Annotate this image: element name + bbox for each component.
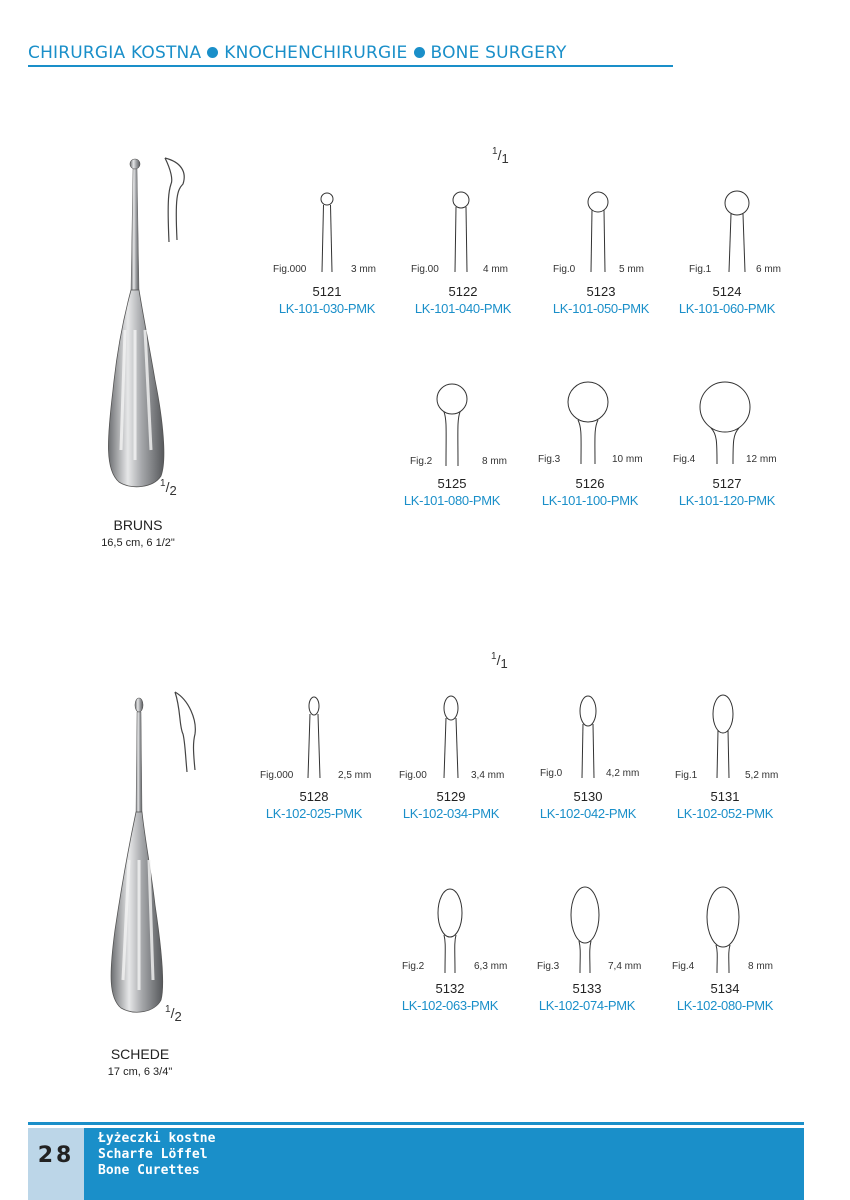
scale-label-half: $^1$/2 bbox=[165, 1004, 182, 1024]
footer-title-pl: Łyżeczki kostne bbox=[98, 1131, 216, 1146]
item-number: 5122 bbox=[448, 284, 478, 299]
item-number: 5131 bbox=[710, 789, 740, 804]
size-label: 12 mm bbox=[746, 454, 777, 465]
size-label: 5,2 mm bbox=[745, 770, 779, 781]
scale-label-half: $^1$/2 bbox=[160, 478, 177, 498]
header-title-pl: CHIRURGIA KOSTNA bbox=[28, 43, 202, 63]
product-item bbox=[246, 684, 382, 824]
item-code: LK-101-050-PMK bbox=[552, 301, 650, 316]
fig-label: Fig.0 bbox=[553, 264, 576, 275]
page-number: 28 bbox=[28, 1128, 84, 1200]
item-number: 5125 bbox=[437, 476, 467, 491]
fig-label: Fig.2 bbox=[402, 961, 425, 972]
item-number: 5121 bbox=[312, 284, 342, 299]
fig-label: Fig.3 bbox=[538, 454, 561, 465]
product-item bbox=[395, 180, 531, 320]
footer-divider bbox=[28, 1122, 804, 1125]
page-footer bbox=[28, 1128, 804, 1200]
fig-label: Fig.0 bbox=[540, 768, 563, 779]
bullet-icon bbox=[207, 47, 218, 58]
item-code: LK-101-040-PMK bbox=[414, 301, 512, 316]
item-code: LK-101-120-PMK bbox=[678, 493, 776, 508]
item-number: 5133 bbox=[572, 981, 602, 996]
bruns-curette-illustration bbox=[95, 150, 205, 495]
fig-label: Fig.2 bbox=[410, 456, 433, 467]
instrument-size: 16,5 cm, 6 1/2" bbox=[101, 537, 175, 549]
fig-label: Fig.1 bbox=[675, 770, 698, 781]
item-code: LK-102-042-PMK bbox=[539, 806, 637, 821]
size-label: 7,4 mm bbox=[608, 961, 642, 972]
item-number: 5123 bbox=[586, 284, 616, 299]
size-label: 8 mm bbox=[482, 456, 507, 467]
scale-label-full: $^1$/1 bbox=[492, 146, 509, 166]
product-item bbox=[259, 180, 395, 320]
item-code: LK-102-080-PMK bbox=[676, 998, 774, 1013]
item-code: LK-102-034-PMK bbox=[402, 806, 500, 821]
item-number: 5128 bbox=[299, 789, 329, 804]
product-item bbox=[384, 372, 520, 512]
item-number: 5130 bbox=[573, 789, 603, 804]
item-code: LK-101-060-PMK bbox=[678, 301, 776, 316]
product-item bbox=[520, 684, 656, 824]
size-label: 10 mm bbox=[612, 454, 643, 465]
product-item bbox=[382, 877, 518, 1017]
footer-titles bbox=[98, 1131, 215, 1179]
fig-label: Fig.00 bbox=[411, 264, 439, 275]
size-label: 8 mm bbox=[748, 961, 773, 972]
size-label: 6,3 mm bbox=[474, 961, 508, 972]
size-label: 3,4 mm bbox=[471, 770, 505, 781]
size-label: 2,5 mm bbox=[338, 770, 372, 781]
instrument-name: BRUNS bbox=[113, 517, 163, 533]
product-item bbox=[657, 877, 793, 1017]
schede-curette-illustration bbox=[95, 690, 205, 1020]
item-code: LK-101-080-PMK bbox=[403, 493, 501, 508]
size-label: 3 mm bbox=[351, 264, 376, 275]
header-title-de: KNOCHENCHIRURGIE bbox=[224, 43, 408, 63]
item-code: LK-102-074-PMK bbox=[538, 998, 636, 1013]
fig-label: Fig.4 bbox=[672, 961, 695, 972]
item-code: LK-102-025-PMK bbox=[265, 806, 363, 821]
size-label: 4,2 mm bbox=[606, 768, 640, 779]
header-title-en: BONE SURGERY bbox=[430, 43, 567, 63]
item-code: LK-101-100-PMK bbox=[541, 493, 639, 508]
fig-label: Fig.3 bbox=[537, 961, 560, 972]
product-item bbox=[659, 372, 795, 512]
item-number: 5127 bbox=[712, 476, 742, 491]
product-item bbox=[383, 684, 519, 824]
product-item bbox=[519, 877, 655, 1017]
product-item bbox=[522, 372, 658, 512]
fig-label: Fig.000 bbox=[260, 770, 294, 781]
item-number: 5126 bbox=[575, 476, 605, 491]
item-code: LK-102-063-PMK bbox=[401, 998, 499, 1013]
instrument-size: 17 cm, 6 3/4" bbox=[107, 1066, 173, 1078]
size-label: 5 mm bbox=[619, 264, 644, 275]
product-item bbox=[657, 684, 793, 824]
footer-title-en: Bone Curettes bbox=[98, 1163, 200, 1178]
bullet-icon bbox=[414, 47, 425, 58]
product-item bbox=[533, 180, 669, 320]
item-number: 5129 bbox=[436, 789, 466, 804]
scale-label-full: $^1$/1 bbox=[491, 651, 508, 671]
fig-label: Fig.000 bbox=[273, 264, 307, 275]
page-header bbox=[28, 41, 673, 67]
item-code: LK-101-030-PMK bbox=[278, 301, 376, 316]
item-number: 5124 bbox=[712, 284, 742, 299]
item-number: 5134 bbox=[710, 981, 740, 996]
product-item bbox=[659, 180, 795, 320]
fig-label: Fig.4 bbox=[673, 454, 696, 465]
fig-label: Fig.00 bbox=[399, 770, 427, 781]
fig-label: Fig.1 bbox=[689, 264, 712, 275]
item-code: LK-102-052-PMK bbox=[676, 806, 774, 821]
size-label: 6 mm bbox=[756, 264, 781, 275]
footer-title-de: Scharfe Löffel bbox=[98, 1147, 208, 1162]
item-number: 5132 bbox=[435, 981, 465, 996]
instrument-name: SCHEDE bbox=[110, 1046, 170, 1062]
size-label: 4 mm bbox=[483, 264, 508, 275]
